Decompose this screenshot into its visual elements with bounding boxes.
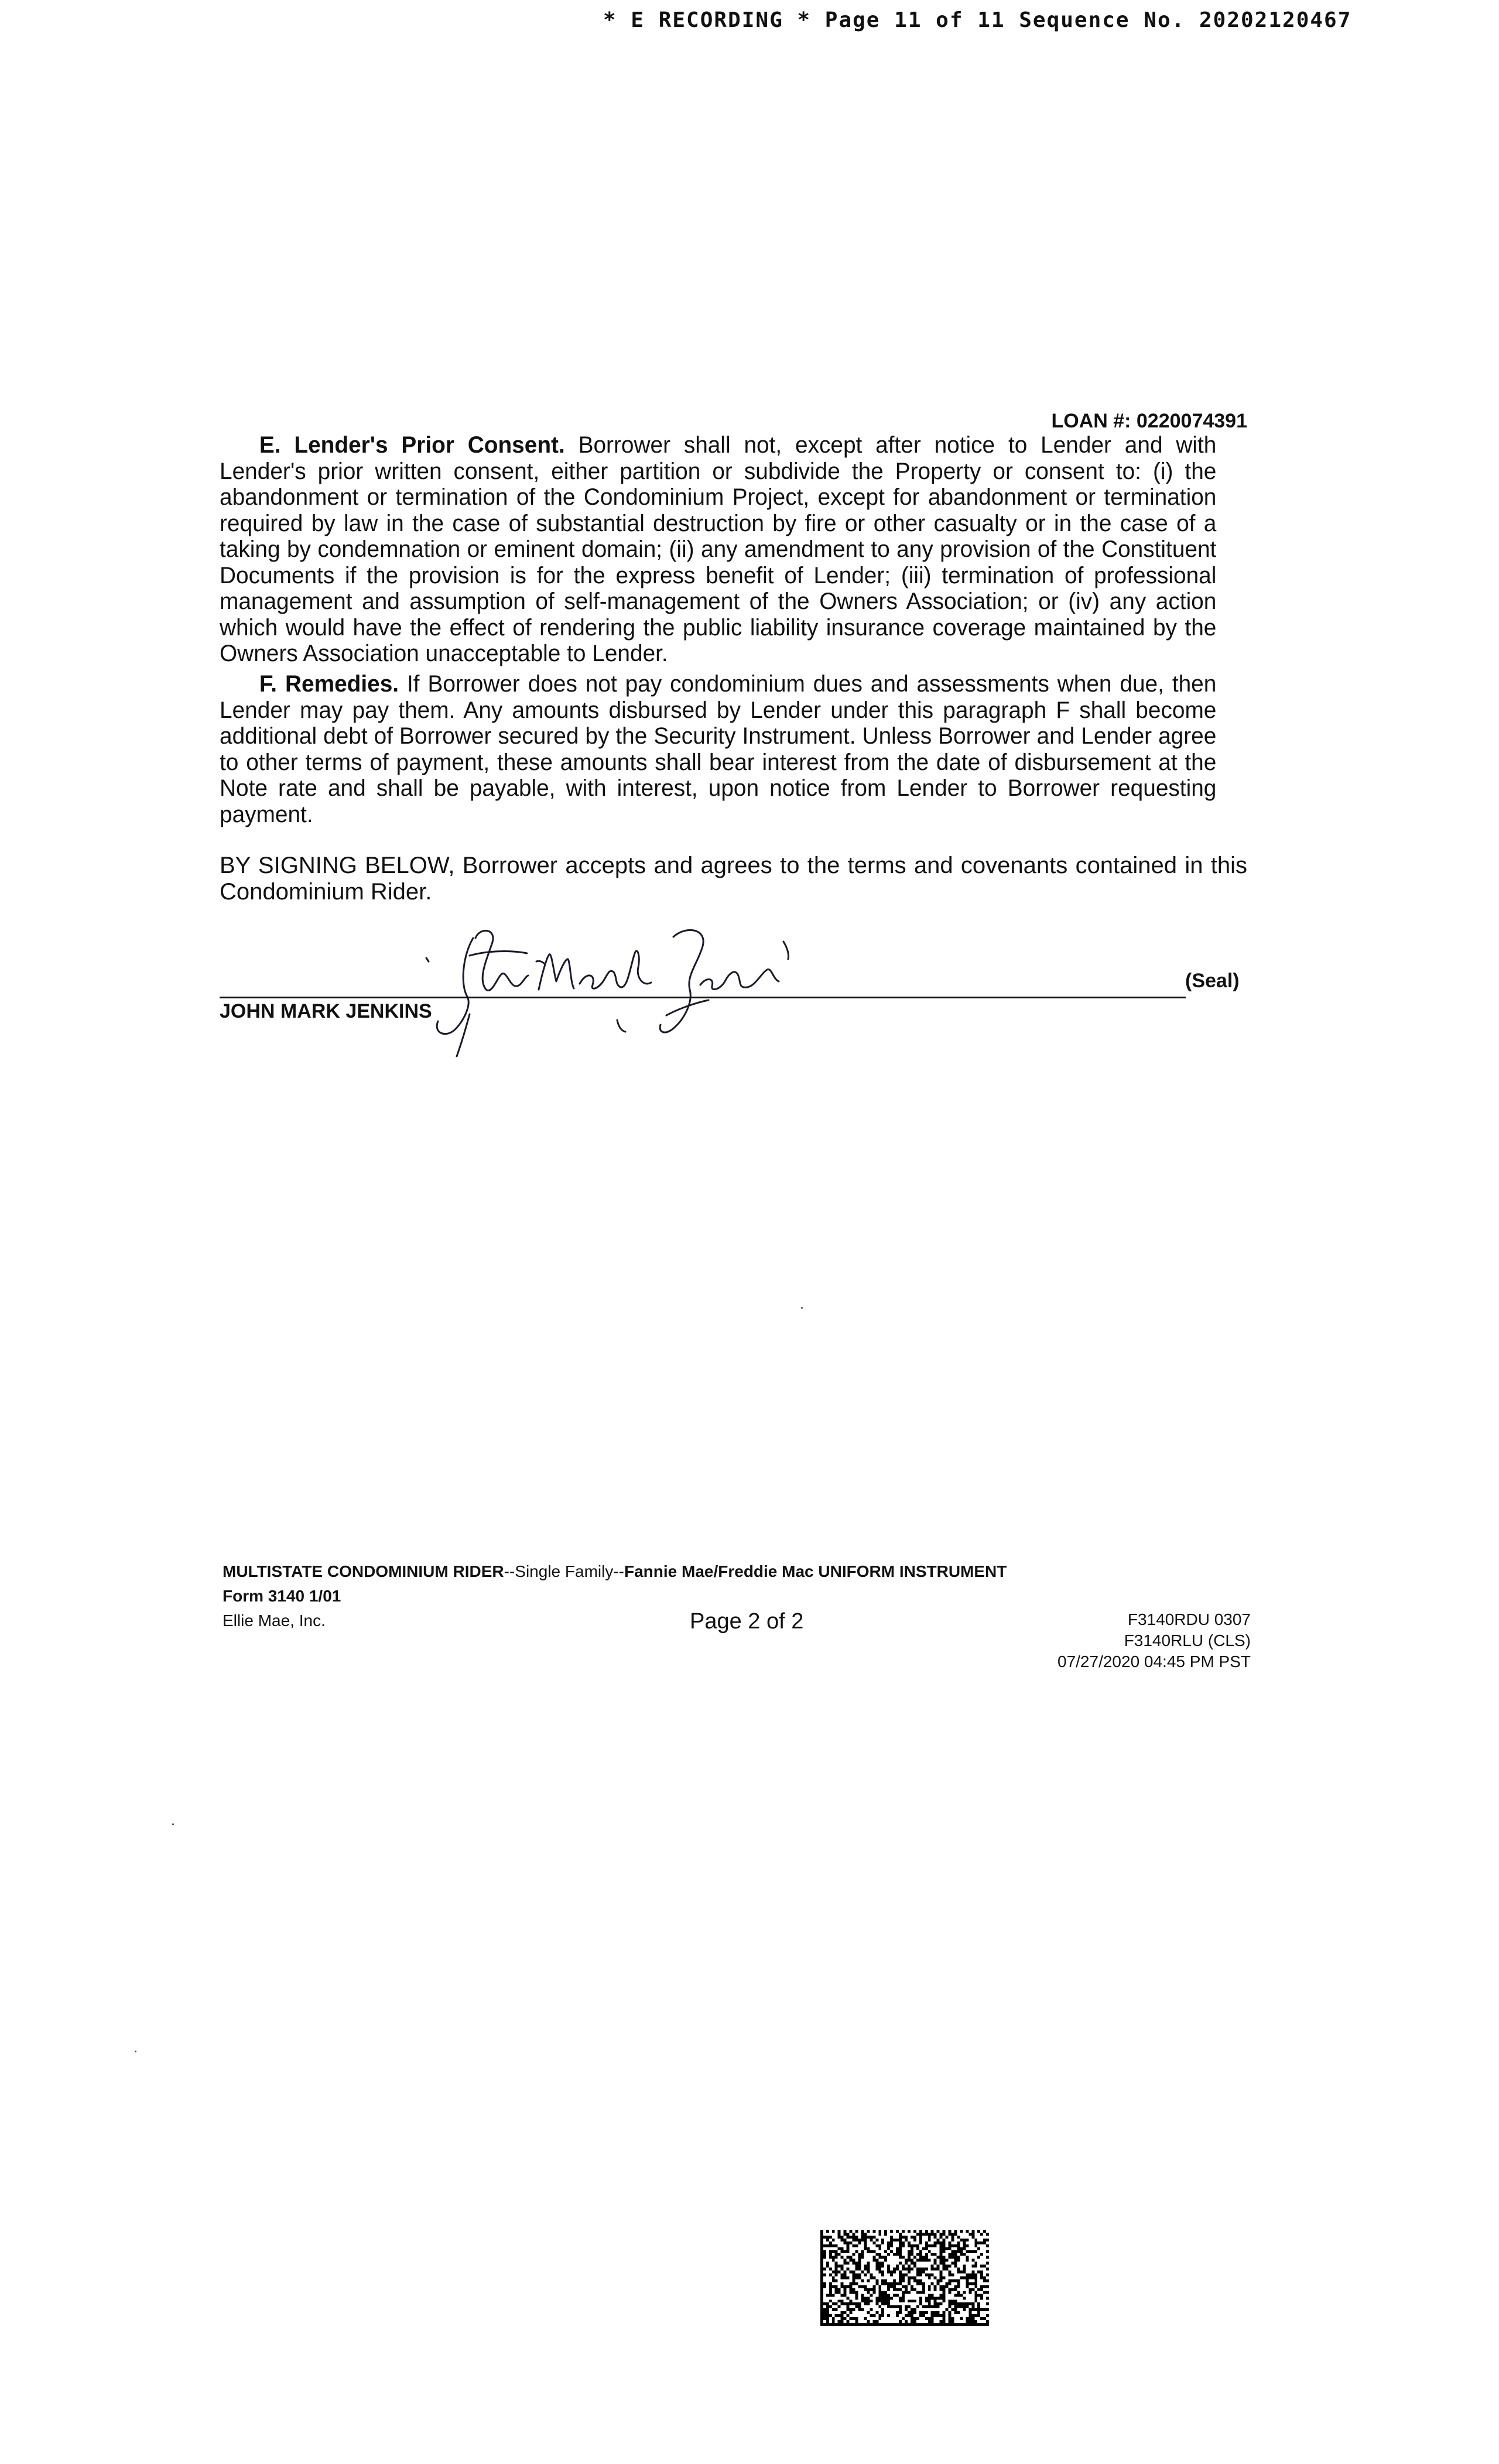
footer-timestamp: 07/27/2020 04:45 PM PST <box>1057 1652 1251 1671</box>
section-e-heading: E. Lender's Prior Consent. <box>259 432 565 458</box>
form-title-part: MULTISTATE CONDOMINIUM RIDER <box>223 1562 504 1580</box>
footer-form-title <box>223 1562 1007 1581</box>
scan-speck <box>172 1823 174 1825</box>
seal-label: (Seal) <box>1185 970 1240 992</box>
footer-company: Ellie Mae, Inc. <box>223 1611 326 1630</box>
footer-form-codes <box>1057 1609 1251 1672</box>
section-f-text: If Borrower does not pay condominium dues and assessments when due, then Lender may pay them. Any amounts disbursed by Lender under this paragraph F shall become additional debt of Borrower secured by the Security Instrument. Unless Borrower and Lender agree to other terms of payment, these amounts shall bear interest from the date of disbursement at the Note rate and shall be payable, with interest, upon notice from Lender to Borrower requesting payment. <box>220 671 1217 827</box>
section-f-paragraph <box>220 671 1216 827</box>
signing-statement: BY SIGNING BELOW, Borrower accepts and agrees to the terms and covenants contained in this Condominium Rider. <box>220 853 1247 905</box>
form-title-part: --Single Family-- <box>504 1562 624 1580</box>
section-e-paragraph <box>220 432 1216 667</box>
borrower-name: JOHN MARK JENKINS <box>220 1000 432 1022</box>
footer-form-number: Form 3140 1/01 <box>223 1587 341 1605</box>
form-title-part: Fannie Mae/Freddie Mac UNIFORM INSTRUMENT <box>624 1562 1007 1580</box>
scan-speck <box>135 2051 136 2052</box>
signature-line <box>220 997 1186 998</box>
form-code: F3140RLU (CLS) <box>1124 1631 1251 1649</box>
section-e-text: Borrower shall not, except after notice to Lender and with Lender's prior written consent, either partition or subdivide the Property or consent to: (i) the abandonment or termination of the Condominium Project, except for abandonment or termination required by law in the case of substantial destruction by fire or other casualty or in the case of a taking by condemnation or eminent domain; (ii) any amendment to any provision of the Constituent Documents if the provision is for the express benefit of Lender; (iii) termination of professional management and assumption of self-management of the Owners Association; or (iv) any action which would have the effect of rendering the public liability insurance coverage maintained by the Owners Association unacceptable to Lender. <box>220 432 1217 666</box>
section-f-heading: F. Remedies. <box>259 671 399 697</box>
recording-stamp: * E RECORDING * Page 11 of 11 Sequence No. 20202120467 <box>603 8 1352 32</box>
footer-page-number: Page 2 of 2 <box>690 1609 804 1634</box>
loan-number: LOAN #: 0220074391 <box>1051 410 1247 432</box>
form-code: F3140RDU 0307 <box>1127 1610 1251 1628</box>
scan-speck <box>801 1307 803 1309</box>
handwritten-signature <box>422 920 867 1061</box>
datamatrix-barcode <box>820 2230 990 2326</box>
